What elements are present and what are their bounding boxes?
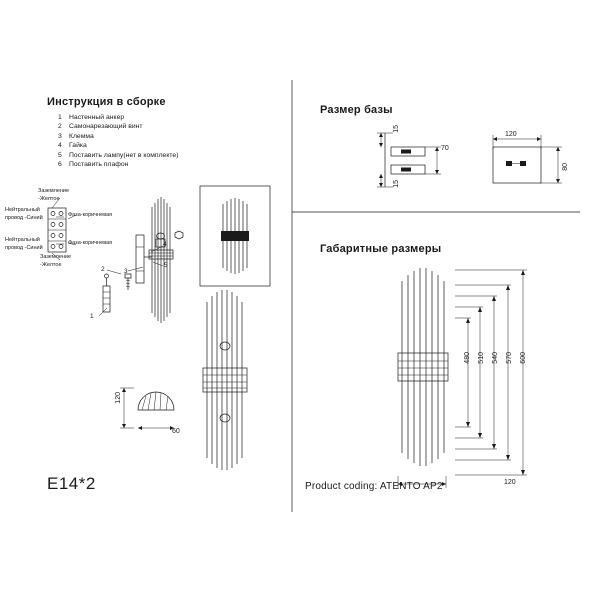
step-label: Настенный анкер	[69, 114, 125, 121]
list-item	[58, 160, 178, 169]
step-label: Поставить плафон	[69, 161, 129, 169]
callout-3: 3	[124, 268, 128, 275]
base-dim-height-80: 80	[562, 163, 569, 171]
step-number: 5	[58, 151, 62, 159]
list-item	[58, 113, 178, 122]
step-label: Самонарезающий винт	[69, 123, 143, 131]
wiring-label-neutral-top-line2: провод -Синий	[5, 215, 43, 221]
step-label: Поставить лампу(нет в комплекте)	[69, 151, 179, 159]
wiring-label-neutral-top-line1: Нейтральный	[5, 207, 40, 213]
lamp-socket-code: E14*2	[47, 474, 96, 493]
wiring-label-ground-top-line2: -Желтое	[38, 196, 60, 202]
step-number: 6	[58, 161, 62, 169]
wiring-label-phase-bottom: Фаза-коричневая	[68, 240, 113, 246]
base-side-view	[375, 125, 470, 200]
overall-lamp-elevation	[380, 265, 460, 475]
step-number: 3	[58, 132, 62, 140]
assembly-step-list	[58, 113, 178, 169]
overall-dim-510: 510	[478, 352, 485, 364]
list-item	[58, 151, 178, 160]
base-plan-width-dim: 60	[172, 428, 180, 435]
base-plan-height-dim: 120	[115, 392, 122, 404]
lamp-exploded-view	[118, 195, 188, 335]
list-item	[58, 141, 178, 150]
overall-dim-540: 540	[492, 352, 499, 364]
base-size-title: Размер базы	[320, 104, 393, 116]
overall-dim-480: 480	[464, 352, 471, 364]
base-dim-bottom-15: 15	[393, 180, 400, 188]
overall-dim-570: 570	[506, 352, 513, 364]
overall-dim-600: 600	[520, 352, 527, 364]
callout-4: 4	[163, 241, 167, 248]
callout-5: 5	[164, 262, 168, 269]
callout-1: 1	[90, 313, 94, 320]
wiring-label-phase-top: Фаза-коричневая	[68, 212, 113, 218]
product-coding-label: Product coding: ATENTO AP2	[305, 481, 443, 492]
base-dim-width-120: 120	[505, 131, 517, 138]
step-label: Клемма	[69, 132, 94, 140]
wiring-label-neutral-bottom-line2: провод -Синий	[5, 245, 43, 251]
callout-2: 2	[101, 266, 105, 273]
wiring-label-neutral-bottom-line1: Нейтральный	[5, 237, 40, 243]
step-number: 2	[58, 123, 62, 131]
overall-dim-width-120: 120	[504, 479, 516, 486]
list-item	[58, 122, 178, 131]
list-item	[58, 132, 178, 141]
overall-size-title: Габаритные размеры	[320, 243, 442, 255]
wiring-label-ground-top-line1: Заземление	[38, 188, 70, 194]
step-number: 4	[58, 142, 62, 150]
wiring-label-ground-bottom-line1: Заземление	[40, 254, 72, 260]
wiring-label-ground-bottom-line2: -Желтое	[40, 262, 62, 268]
base-dim-depth-70: 70	[441, 145, 449, 152]
step-label: Гайка	[69, 142, 87, 150]
overall-dimension-ladder	[455, 260, 565, 485]
base-plan-view	[128, 380, 208, 435]
assembly-title: Инструкция в сборке	[47, 96, 166, 108]
base-dim-top-15: 15	[393, 125, 400, 133]
terminal-block-diagram	[30, 195, 90, 275]
step-number: 1	[58, 114, 62, 121]
product-thumbnail-frame	[200, 186, 270, 286]
